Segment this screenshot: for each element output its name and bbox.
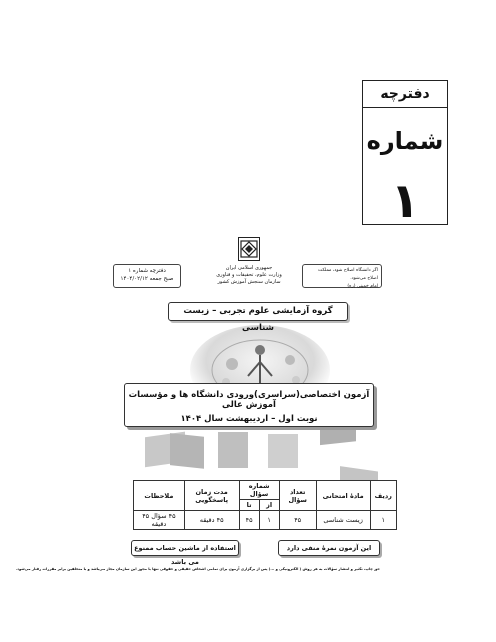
header-subject: مادهٔ امتحانی [316,481,370,511]
org-line-1: جمهوری اسلامی ایران [225,265,273,271]
calculator-notice: استفاده از ماشین حساب ممنوع می باشد [131,540,239,556]
booklet-number: ۱ [390,173,420,229]
header-question-number: شماره سؤال [239,481,279,500]
header-from: از [259,500,279,511]
exam-group-title: گروه آزمایشی علوم تجربی – زیست شناسی [168,302,348,321]
organization-text [206,265,292,286]
exam-subtitle: نوبت اول – اردیبهشت سال ۱۴۰۴ [180,414,318,424]
negative-mark-notice: این آزمون نمرهٔ منفی دارد [278,540,380,556]
booklet-word: شماره [366,127,444,155]
header-count: تعداد سؤال [279,481,316,511]
exam-info-table [133,480,397,530]
cell-notes: ۴۵ سؤال ۴۵ دقیقه [134,511,185,530]
cell-to: ۴۵ [239,511,259,530]
cell-count: ۴۵ [279,511,316,530]
org-line-2: وزارت علوم، تحقیقات و فناوری [216,272,282,278]
header-notes: ملاحظات [134,481,185,511]
cell-from: ۱ [259,511,279,530]
header-to: تا [239,500,259,511]
booklet-header: دفترچه [363,81,447,108]
date-info-box [113,264,181,288]
exam-title: آزمون اختصاصی(سراسری)ورودی دانشگاه ها و مؤسسات آموزش عالی [128,390,370,410]
booklet-label: دفترچه شماره ۱ [128,268,166,274]
table-header-row [134,481,397,500]
cell-time: ۴۵ دقیقه [184,511,239,530]
exam-date: صبح جمعه ۱۴۰۴/۰۲/۱۲ [120,276,174,282]
quote-text: اگر دانشگاه اصلاح شود، مملکت اصلاح می‌شود. [318,268,378,281]
exam-title-box [124,383,374,427]
cell-row-num: ۱ [370,511,396,530]
table-row [134,511,397,530]
organization-logo-icon [238,237,260,261]
cell-subject: زیست شناسی [316,511,370,530]
quote-author: امام خمینی (ره) [347,284,378,289]
quote-box [302,264,382,288]
copyright-footer: حق چاپ، تکثیر و انتشار سؤالات به هر روش ( الکترونیکی و ...) پس از برگزاری آزمون برای تمامی اشخاص حقیقی و حقوقی تنها با مجوز این سازمان مجاز می‌باشد و با متخلفین برابر مقررات رفتار می‌شود. [15,567,380,571]
booklet-number-box [362,80,448,229]
header-time: مدت زمان پاسخگویی [184,481,239,511]
header-row-num: ردیف [370,481,396,511]
org-line-3: سازمان سنجش آموزش کشور [217,279,281,285]
